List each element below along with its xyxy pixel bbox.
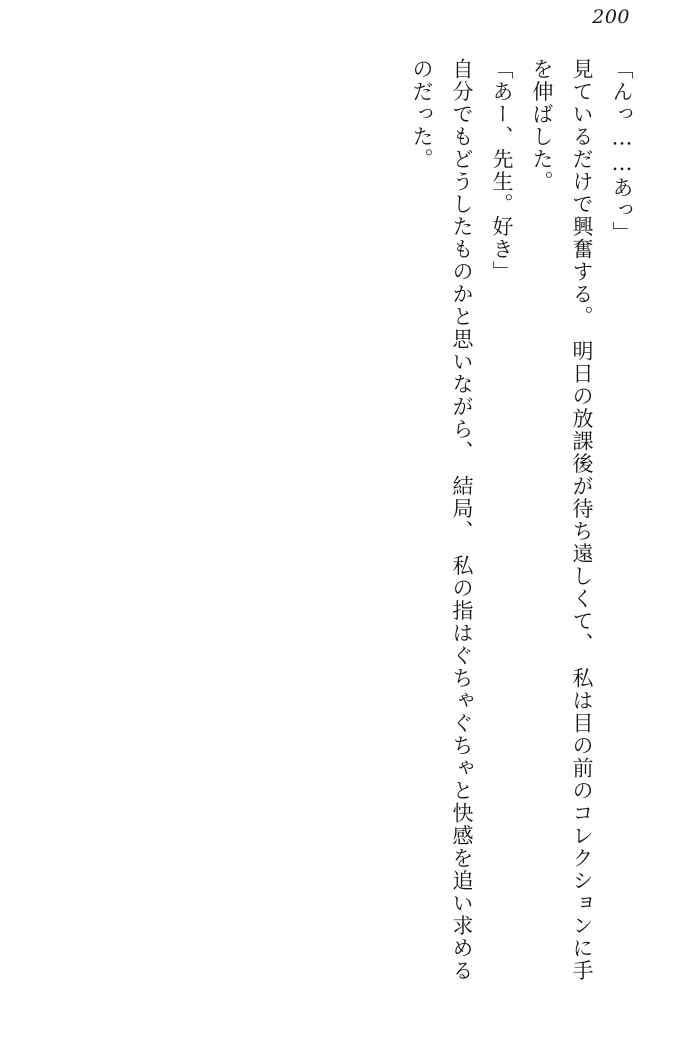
paragraph: 見ているだけで興奮する。 明日の放課後が待ち遠しくて、 私は目の前のコレクションに手を伸ばした。 [530, 58, 594, 982]
paragraph: 「あー、先生。好き」 [490, 58, 514, 283]
paragraph: 自分でもどうしたものかと思いながら、 結局、 私の指はぐちゃぐちゃと快感を追い求めるのだった。 [410, 58, 474, 982]
page-body-text [42, 58, 642, 988]
page-number: 200 [592, 6, 630, 28]
paragraph: 「んっ……あっ」 [610, 58, 634, 244]
